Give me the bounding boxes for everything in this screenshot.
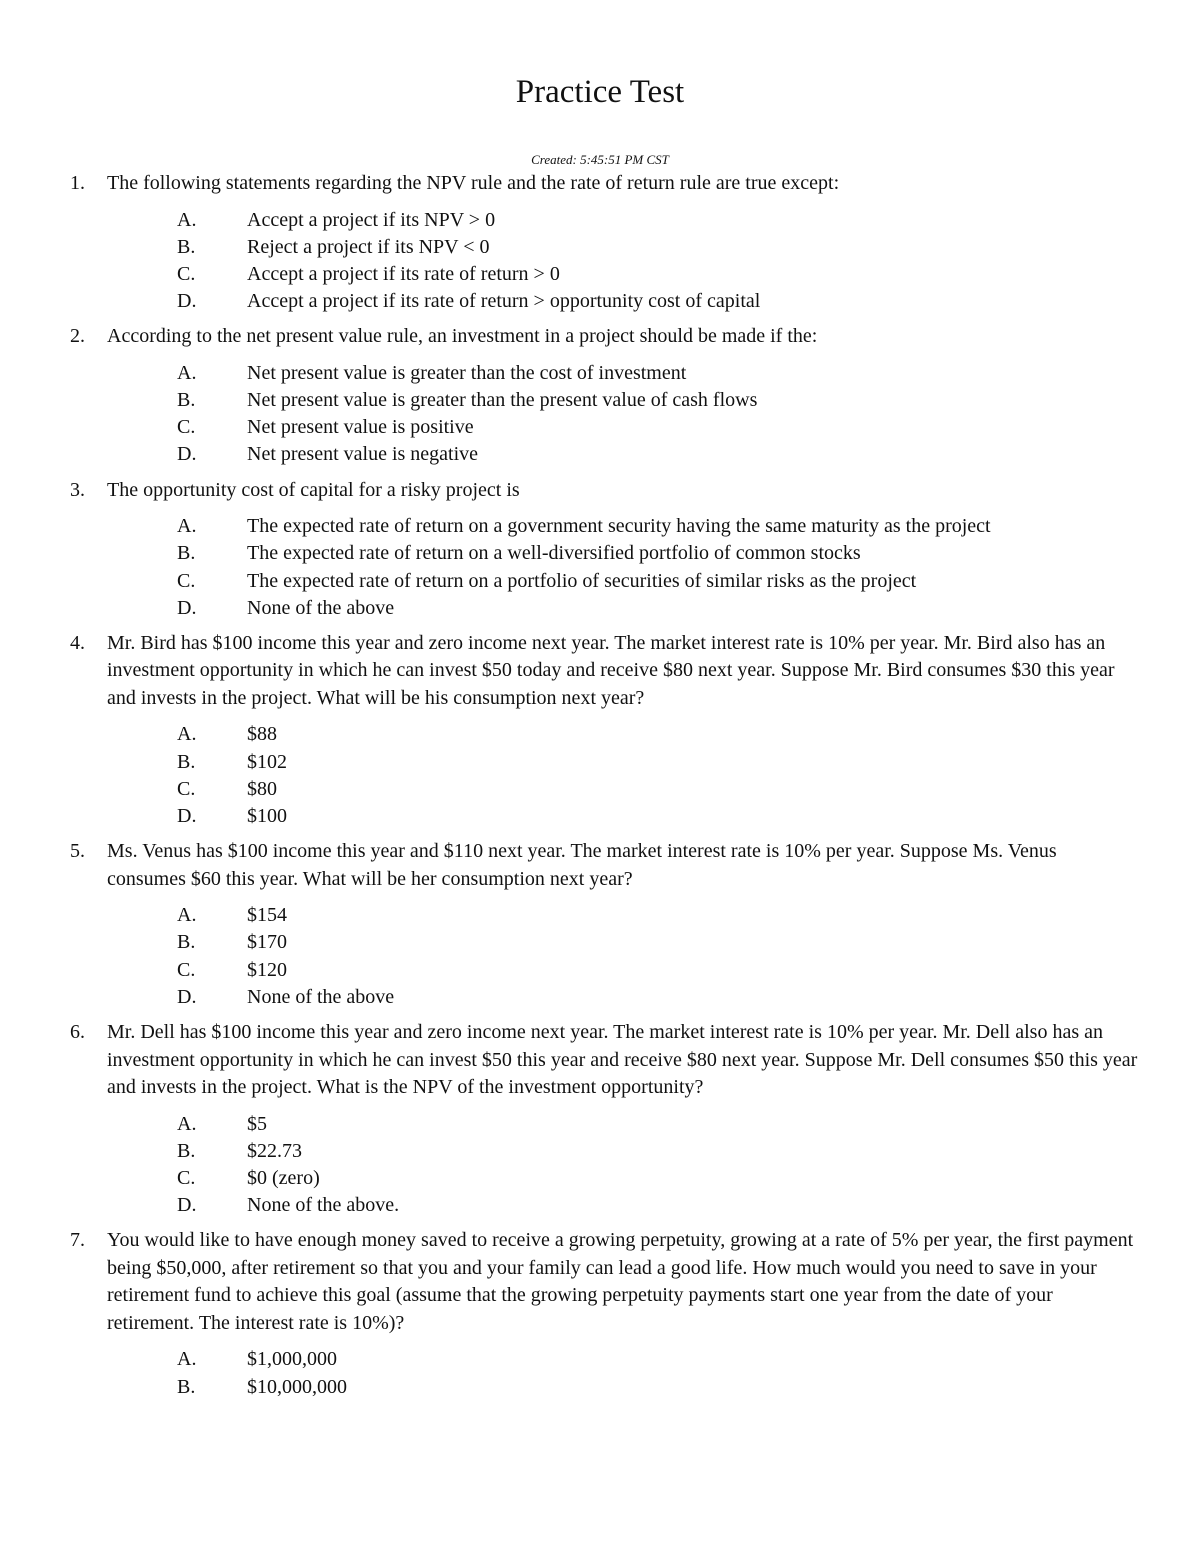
option-letter: B. xyxy=(177,1139,196,1162)
question-number: 5. xyxy=(70,840,85,863)
option-letter: A. xyxy=(177,1348,197,1371)
question-3 xyxy=(0,477,1200,622)
option-letter: B. xyxy=(177,235,196,258)
option-letter: B. xyxy=(177,1375,196,1398)
option-letter: C. xyxy=(177,777,196,800)
answer-option xyxy=(107,984,1140,1011)
answer-option xyxy=(107,721,1140,748)
question-5 xyxy=(0,838,1200,1011)
option-text: $5 xyxy=(247,1112,267,1135)
question-text: Mr. Dell has $100 income this year and zero income next year. The market interest rate is 10% per year. Mr. Dell also has an investment opportunity in which he can invest $50 this year and receive $80 next year. Suppose Mr. Dell consumes $50 this year and invests in the project. What is the NPV of the investment opportunity? xyxy=(107,1021,1138,1099)
option-letter: D. xyxy=(177,443,197,466)
answer-options xyxy=(107,360,1140,469)
option-text: $170 xyxy=(247,931,287,954)
question-number: 7. xyxy=(70,1229,85,1252)
option-letter: C. xyxy=(177,416,196,439)
option-text: Net present value is positive xyxy=(247,416,474,439)
option-text: $22.73 xyxy=(247,1139,302,1162)
answer-option xyxy=(107,207,1140,234)
answer-option xyxy=(107,929,1140,956)
answer-options xyxy=(107,207,1140,316)
option-letter: B. xyxy=(177,750,196,773)
option-letter: D. xyxy=(177,805,197,828)
created-timestamp: Created: 5:45:51 PM CST xyxy=(531,152,669,167)
option-letter: B. xyxy=(177,931,196,954)
option-letter: B. xyxy=(177,389,196,412)
option-text: $88 xyxy=(247,723,277,746)
answer-option xyxy=(107,1192,1140,1219)
answer-option xyxy=(107,749,1140,776)
answer-option xyxy=(107,540,1140,567)
question-list xyxy=(0,170,1200,1409)
question-6 xyxy=(0,1019,1200,1219)
question-1 xyxy=(0,170,1200,315)
question-number: 3. xyxy=(70,478,85,501)
option-text: None of the above. xyxy=(247,1194,400,1217)
option-text: Net present value is negative xyxy=(247,443,479,466)
answer-option xyxy=(107,261,1140,288)
option-text: $80 xyxy=(247,777,277,800)
answer-option xyxy=(107,360,1140,387)
answer-options xyxy=(107,513,1140,622)
option-text: Net present value is greater than the cost of investment xyxy=(247,361,687,384)
answer-option xyxy=(107,1374,1140,1401)
option-letter: C. xyxy=(177,1166,196,1189)
answer-option xyxy=(107,568,1140,595)
answer-options xyxy=(107,721,1140,830)
option-text: None of the above xyxy=(247,985,395,1008)
question-text: The following statements regarding the NPV rule and the rate of return rule are true except: xyxy=(107,172,840,194)
answer-options xyxy=(107,902,1140,1011)
option-letter: D. xyxy=(177,985,197,1008)
question-number: 2. xyxy=(70,325,85,348)
option-text: $1,000,000 xyxy=(247,1348,337,1371)
option-text: $0 (zero) xyxy=(247,1166,320,1189)
option-letter: A. xyxy=(177,723,197,746)
option-letter: C. xyxy=(177,958,196,981)
question-number: 1. xyxy=(70,172,85,194)
answer-option xyxy=(107,595,1140,622)
option-text: $120 xyxy=(247,958,287,981)
answer-option xyxy=(107,902,1140,929)
answer-option xyxy=(107,288,1140,315)
option-letter: C. xyxy=(177,262,196,285)
option-letter: C. xyxy=(177,569,196,592)
answer-option xyxy=(107,414,1140,441)
option-letter: A. xyxy=(177,515,197,538)
answer-option xyxy=(107,1165,1140,1192)
option-letter: D. xyxy=(177,1194,197,1217)
option-text: None of the above xyxy=(247,596,395,619)
answer-option xyxy=(107,1346,1140,1373)
option-text: Net present value is greater than the present value of cash flows xyxy=(247,389,758,412)
answer-option xyxy=(107,1138,1140,1165)
answer-option xyxy=(107,803,1140,830)
option-letter: B. xyxy=(177,542,196,565)
question-number: 6. xyxy=(70,1021,85,1044)
option-letter: D. xyxy=(177,596,197,619)
answer-options xyxy=(107,1346,1140,1400)
option-text: Accept a project if its rate of return > opportunity cost of capital xyxy=(247,290,761,313)
answer-option xyxy=(107,957,1140,984)
question-text: According to the net present value rule, an investment in a project should be made if the: xyxy=(107,325,818,348)
question-text: Mr. Bird has $100 income this year and zero income next year. The market interest rate is 10% per year. Mr. Bird also has an investment opportunity in which he can invest $50 today and receive $80 next year. Suppose Mr. Bird consumes $30 this year and invests in the project. What will be his consumption next year? xyxy=(107,631,1115,709)
option-text: $154 xyxy=(247,904,287,927)
answer-option xyxy=(107,441,1140,468)
question-text: You would like to have enough money saved to receive a growing perpetuity, growing at a rate of 5% per year, the first payment being $50,000, after retirement so that you and your family can lead a good life. How much would you need to save in your retirement fund to achieve this goal (assume that the growing perpetuity payments start one year from the date of your retirement. The interest rate is 10%)? xyxy=(107,1229,1134,1334)
option-letter: A. xyxy=(177,1112,197,1135)
answer-option xyxy=(107,234,1140,261)
option-text: The expected rate of return on a well-diversified portfolio of common stocks xyxy=(247,542,861,565)
option-text: Accept a project if its rate of return > 0 xyxy=(247,262,560,285)
option-text: The expected rate of return on a portfolio of securities of similar risks as the project xyxy=(247,569,917,592)
answer-option xyxy=(107,513,1140,540)
option-letter: A. xyxy=(177,208,197,231)
question-7 xyxy=(0,1227,1200,1400)
page-title: Practice Test xyxy=(515,74,685,110)
option-letter: A. xyxy=(177,361,197,384)
answer-option xyxy=(107,1111,1140,1138)
answer-option xyxy=(107,776,1140,803)
option-text: Reject a project if its NPV < 0 xyxy=(247,235,490,258)
option-text: $102 xyxy=(247,750,287,773)
option-text: The expected rate of return on a government security having the same maturity as the project xyxy=(247,515,991,538)
question-4 xyxy=(0,630,1200,830)
question-number: 4. xyxy=(70,631,85,654)
option-text: $100 xyxy=(247,805,287,828)
question-text: Ms. Venus has $100 income this year and $110 next year. The market interest rate is 10% per year. Suppose Ms. Venus consumes $60 this year. What will be her consumption next year? xyxy=(107,840,1057,890)
option-text: Accept a project if its NPV > 0 xyxy=(247,208,496,231)
answer-option xyxy=(107,387,1140,414)
option-letter: A. xyxy=(177,904,197,927)
question-text: The opportunity cost of capital for a risky project is xyxy=(107,478,520,501)
option-text: $10,000,000 xyxy=(247,1375,347,1398)
option-letter: D. xyxy=(177,290,197,313)
question-2 xyxy=(0,323,1200,468)
answer-options xyxy=(107,1111,1140,1220)
